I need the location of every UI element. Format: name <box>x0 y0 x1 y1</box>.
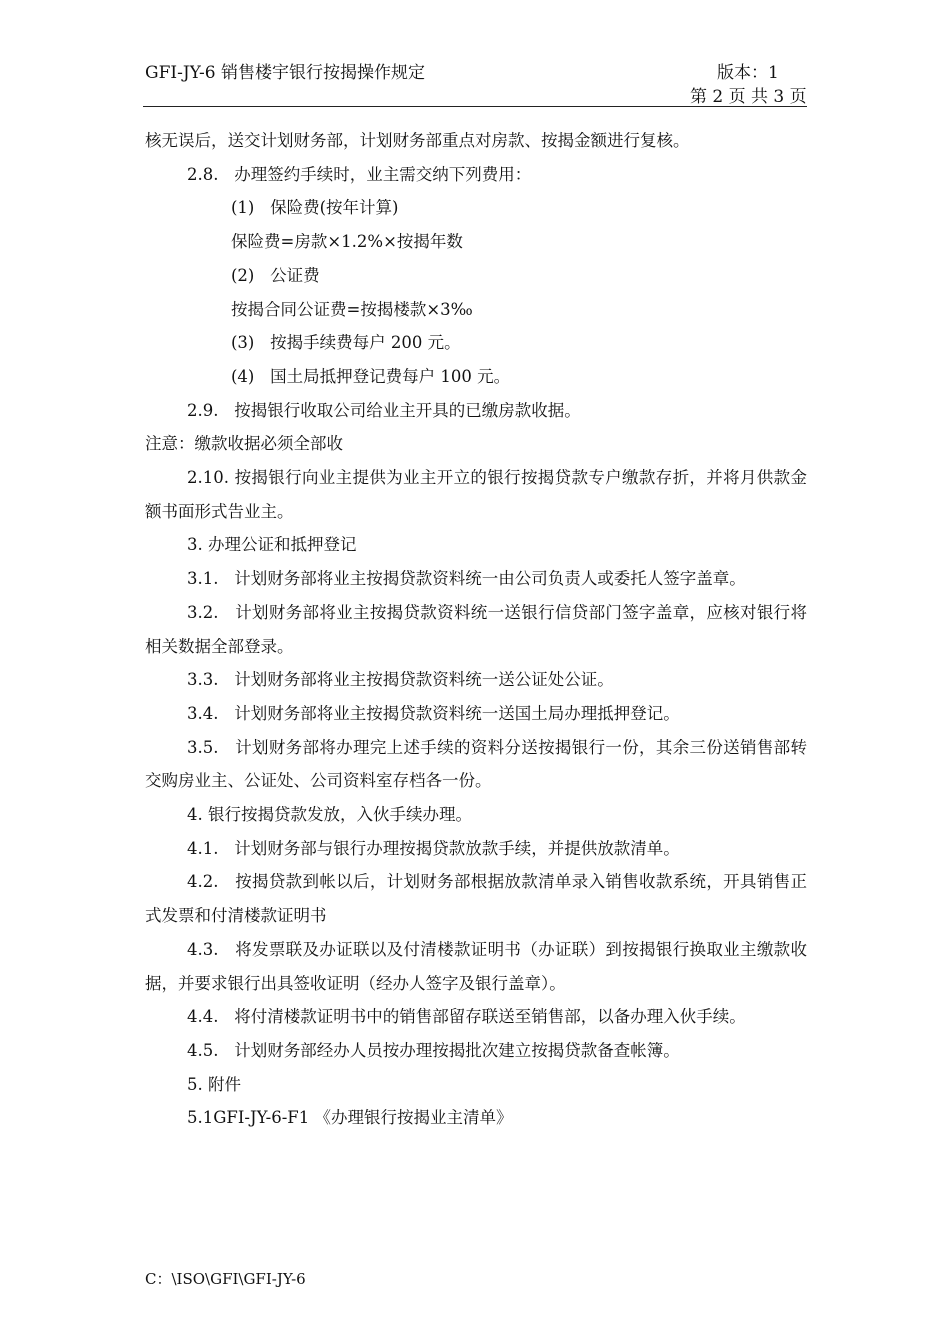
paragraph: (4) 国土局抵押登记费每户 100 元。 <box>231 366 511 386</box>
paragraph: 2.8. 办理签约手续时，业主需交纳下列费用： <box>187 164 532 184</box>
paragraph: 4.3. 将发票联及办证联以及付清楼款证明书（办证联）到按揭银行换取业主缴款收据，并要求银行出具签收证明（经办人签字及银行盖章）。 <box>145 939 807 993</box>
paragraph: 3.4. 计划财务部将业主按揭贷款资料统一送国土局办理抵押登记。 <box>187 703 680 723</box>
paragraph: 4.2. 按揭贷款到帐以后，计划财务部根据放款清单录入销售收款系统，开具销售正式发票和付清楼款证明书 <box>145 872 807 926</box>
paragraph: 按揭合同公证费=按揭楼款×3‰ <box>231 299 473 319</box>
note-paragraph: 注意：缴款收据必须全部收 <box>145 434 343 454</box>
paragraph: (3) 按揭手续费每户 200 元。 <box>231 333 461 353</box>
header-divider <box>143 106 807 107</box>
paragraph: 保险费=房款×1.2%×按揭年数 <box>231 232 463 252</box>
paragraph: 3.2. 计划财务部将业主按揭贷款资料统一送银行信贷部门签字盖章，应核对银行将相关数据全部登录。 <box>145 602 807 656</box>
paragraph: 3.5. 计划财务部将办理完上述手续的资料分送按揭银行一份，其余三份送销售部转交购房业主、公证处、公司资料室存档各一份。 <box>145 737 807 791</box>
section-heading: 5. 附件 <box>187 1074 241 1094</box>
paragraph: 3.1. 计划财务部将业主按揭贷款资料统一由公司负责人或委托人签字盖章。 <box>187 569 746 589</box>
paragraph: (2) 公证费 <box>231 265 320 285</box>
paragraph: 4.4. 将付清楼款证明书中的销售部留存联送至销售部，以备办理入伙手续。 <box>187 1007 746 1027</box>
paragraph: 4.1. 计划财务部与银行办理按揭贷款放款手续，并提供放款清单。 <box>187 838 680 858</box>
page-number: 第 2 页 共 3 页 <box>690 87 807 107</box>
doc-code: GFI-JY-6 <box>145 63 216 83</box>
doc-title: 销售楼宇银行按揭操作规定 <box>220 63 425 83</box>
paragraph: 2.9. 按揭银行收取公司给业主开具的已缴房款收据。 <box>187 400 581 420</box>
paragraph: 核无误后，送交计划财务部，计划财务部重点对房款、按揭金额进行复核。 <box>145 131 690 150</box>
paragraph: 3.3. 计划财务部将业主按揭贷款资料统一送公证处公证。 <box>187 670 614 690</box>
version-label: 版本：1 <box>717 63 779 83</box>
paragraph: (1) 保险费(按年计算) <box>231 198 399 218</box>
document-body <box>145 124 807 1135</box>
section-heading: 4. 银行按揭贷款发放，入伙手续办理。 <box>187 805 472 825</box>
paragraph: 4.5. 计划财务部经办人员按办理按揭批次建立按揭贷款备查帐簿。 <box>187 1040 680 1060</box>
attachment-item: 5.1GFI-JY-6-F1 《办理银行按揭业主清单》 <box>187 1108 513 1128</box>
footer-file-path: C：\ISO\GFI\GFI-JY-6 <box>145 1270 306 1288</box>
paragraph: 2.10. 按揭银行向业主提供为业主开立的银行按揭贷款专户缴款存折，并将月供款金额书面形式告业主。 <box>145 468 807 521</box>
header-doc-info <box>145 58 425 83</box>
section-heading: 3. 办理公证和抵押登记 <box>187 535 357 555</box>
